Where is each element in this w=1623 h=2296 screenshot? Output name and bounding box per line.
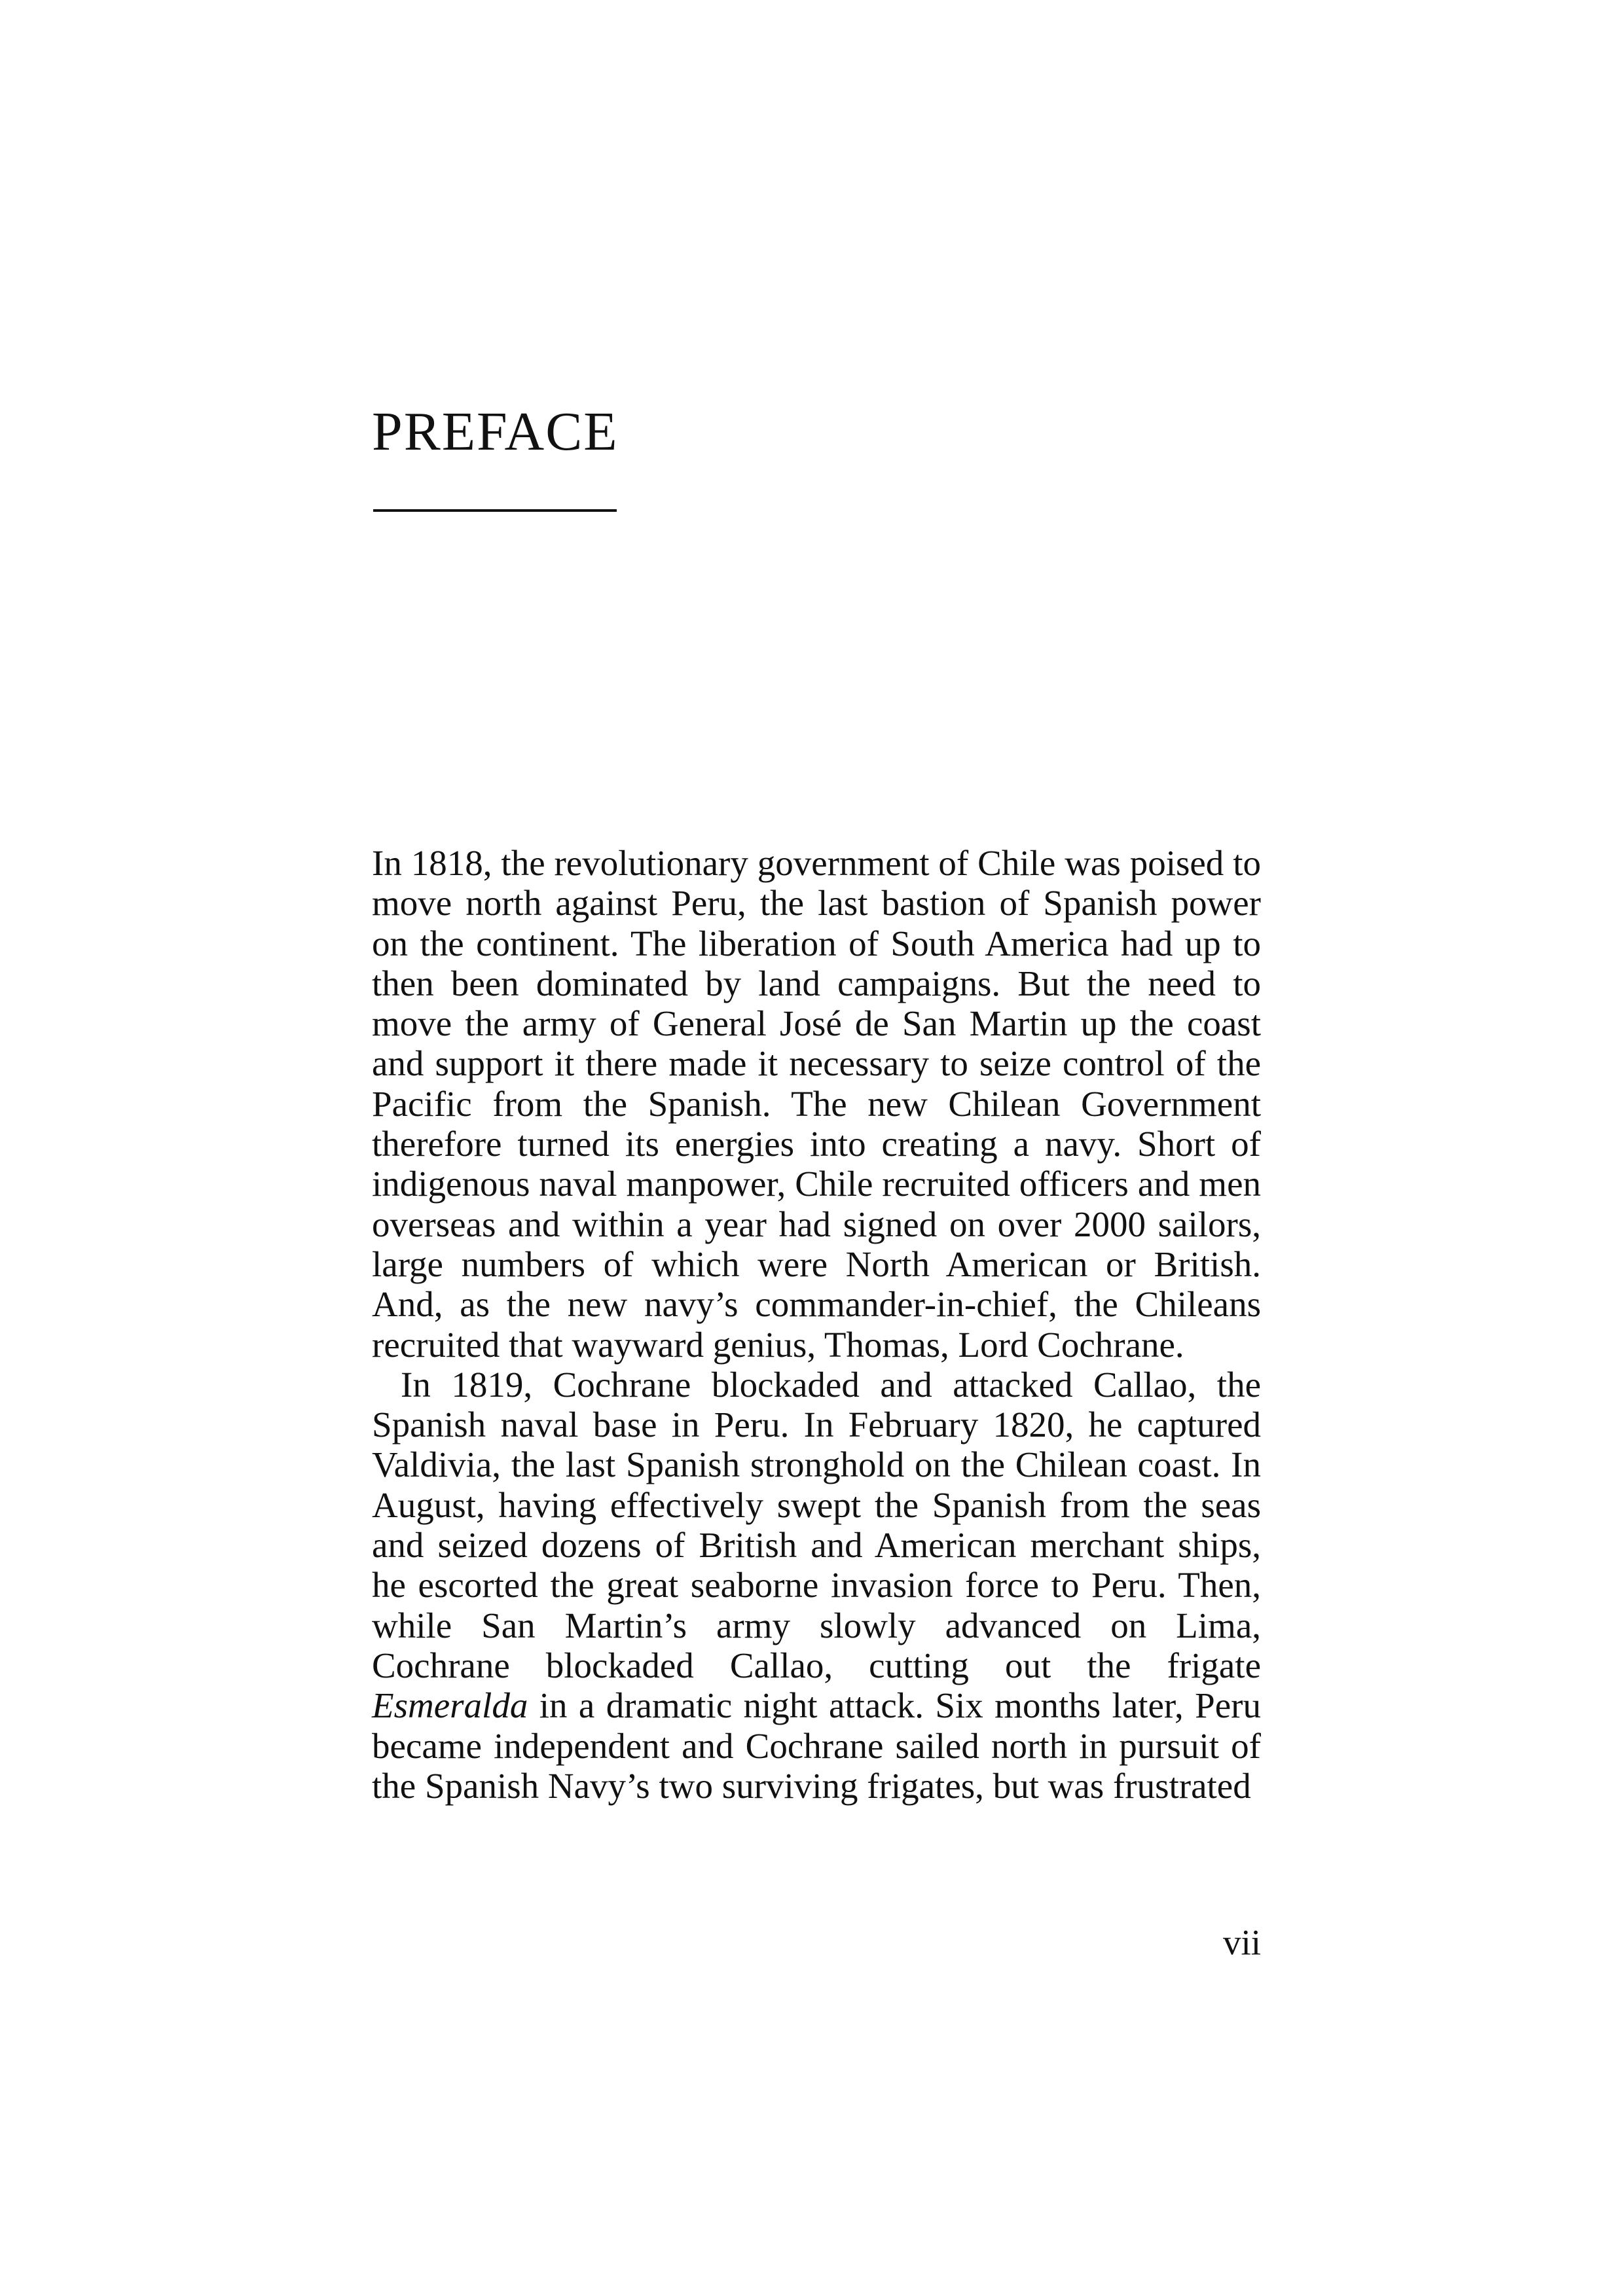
preface-body [372,843,1261,1806]
paragraph-2-text-before-italic: In 1819, Cochrane blockaded and attacked Callao, the Spanish naval base in Peru. In February 1820, he captured Valdivia, the last Spanish stronghold on the Chilean coast. In August, having effectively swept the Spanish from the seas and seized dozens of British and American merchant ships, he escorted the great seaborne invasion force to Peru. Then, while San Martin’s army slowly advanced on Lima, Cochrane blockaded Callao, cutting out the frigate [372,1364,1261,1685]
paragraph-1: In 1818, the revolutionary government of Chile was poised to move north against Peru, the last bastion of Spanish power on the continent. The liberation of South America had up to then been dominated by land campaigns. But the need to move the army of General José de San Martin up the coast and support it there made it necessary to seize control of the Pacific from the Spanish. The new Chilean Government therefore turned its energies into creating a navy. Short of indigenous naval manpower, Chile recruited officers and men overseas and within a year had signed on over 2000 sailors, large numbers of which were North American or British. And, as the new navy’s commander-in-chief, the Chileans recruited that wayward genius, Thomas, Lord Cochrane. [372,843,1261,1365]
page-title: PREFACE [372,401,619,462]
paragraph-2 [372,1365,1261,1806]
ship-name-italic: Esmeralda [372,1685,528,1726]
paragraph-2-text-after-italic: in a dramatic night attack. Six months later, Peru became independent and Cochrane sailed north in pursuit of the Spanish Navy’s two surviving frigates, but was frustrated [372,1685,1261,1806]
page-number: vii [1222,1922,1261,1962]
title-underline-rule [373,509,617,512]
